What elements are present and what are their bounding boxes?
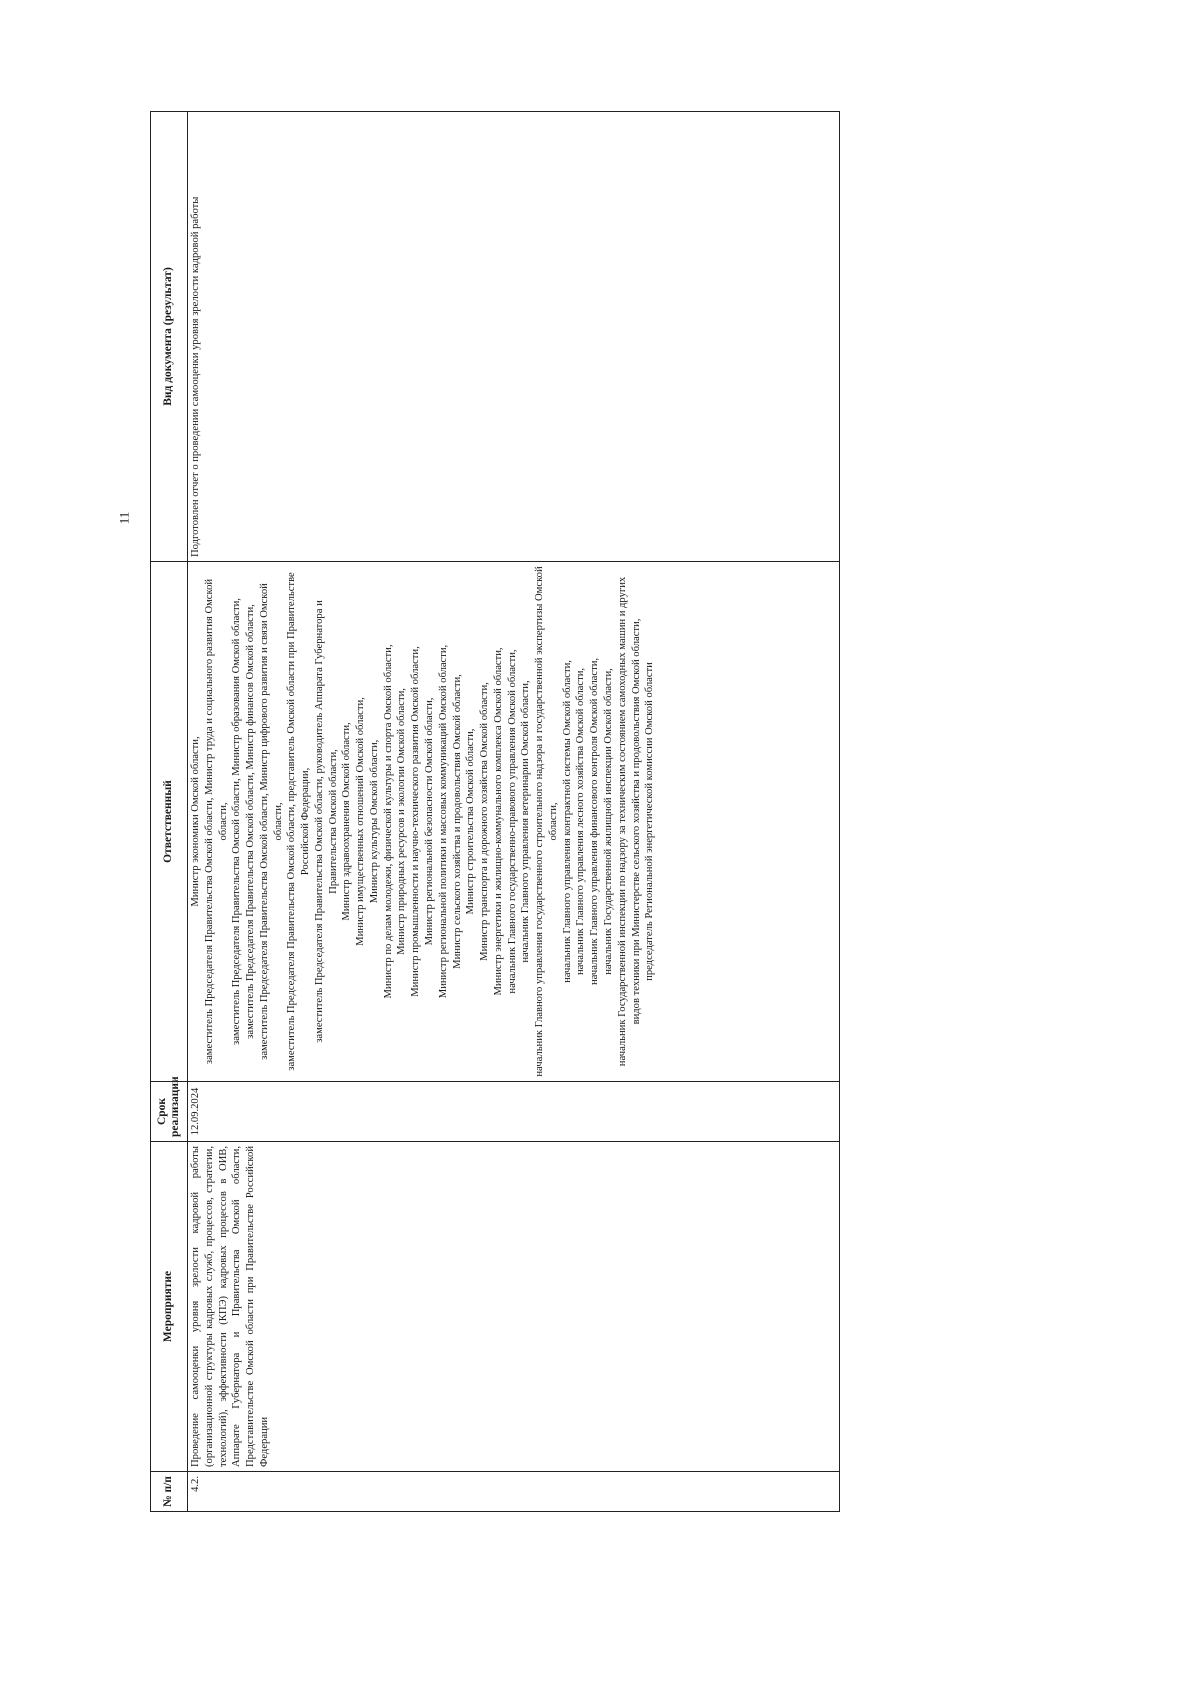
responsible-line: начальник Главного управления лесного хозяйства Омской области, (575, 667, 587, 976)
row-term: 12.09.2024 (188, 1082, 840, 1142)
row-document: Подготовлен отчет о проведении самооценки уровня зрелости кадровой работы (188, 112, 840, 562)
header-responsible: Ответственный (151, 562, 188, 1082)
responsible-line: Министр энергетики и жилищно-коммунального комплекса Омской области, (492, 647, 504, 996)
responsible-line: Министр промышленности и научно-технического развития Омской области, (410, 646, 422, 997)
responsible-line: начальник Главного государственно-правового управления Омской области, (506, 649, 518, 994)
responsible-line: заместитель Председателя Правительства Омской области, Министр труда и социального развития Омской области, (203, 578, 229, 1065)
row-event: Проведение самооценки уровня зрелости кадровой работы (организационной структуры кадровых служб, процессов, стратегии, технологий), эффективности (КПЭ) кадровых процессов в ОИВ, Аппарате Губернатора и Правительства Омской области, Представительстве Омской области при Правительстве Российской Федерации (188, 1142, 840, 1472)
header-row (151, 112, 188, 1512)
responsible-line: заместитель Председателя Правительства Омской области, руководитель Аппарата Губернатора и Правительства Омской области, (313, 600, 339, 1043)
responsible-line: Министр природных ресурсов и экологии Омской области, (396, 688, 408, 955)
row-responsible (188, 562, 840, 1082)
responsible-line: начальник Главного управления государственного строительного надзора и государственной экспертизы Омской области, (534, 566, 559, 1077)
plan-table (150, 111, 840, 1512)
responsible-line: начальник Государственной инспекции по надзору за техническим состоянием самоходных машин и других видов техники при Министерстве сельского хозяйства и продовольствия Омской области, (616, 576, 642, 1067)
responsible-line: Министр сельского хозяйства и продовольствия Омской области, (451, 674, 463, 969)
header-term (151, 1076, 188, 1142)
responsible-line: начальник Главного управления ветеринарии Омской области, (520, 680, 532, 963)
responsible-line: Министр здравоохранения Омской области, (341, 722, 353, 921)
responsible-line: Министр имущественных отношений Омской области, (355, 697, 367, 946)
page-number: 11 (116, 511, 132, 525)
table-header (151, 112, 188, 1512)
responsible-line: заместитель Председателя Правительства Омской области, Министр цифрового развития и связи Омской области, (258, 583, 284, 1060)
responsible-line: Министр по делам молодежи, физической культуры и спорта Омской области, (382, 644, 394, 999)
responsible-line: Министр экономики Омской области, (190, 736, 201, 907)
responsible-line: заместитель Председателя Правительства Омской области, Министр образования Омской области, (231, 598, 243, 1045)
responsible-line: Министр строительства Омской области, (465, 728, 477, 915)
header-number: № п/п (151, 1472, 188, 1512)
table-container (150, 112, 840, 1512)
header-term-line2: реализации (169, 1076, 181, 1137)
header-event: Мероприятие (151, 1142, 188, 1472)
responsible-line: Министр региональной политики и массовых коммуникаций Омской области, (437, 644, 449, 999)
responsible-line: заместитель Председателя Правительства Омской области, представитель Омской области при Правительстве Российской Федерации, (286, 572, 312, 1071)
header-term-line1: Срок (155, 1097, 168, 1126)
header-document: Вид документа (результат) (151, 112, 188, 562)
responsible-line: Министр культуры Омской области, (368, 739, 380, 904)
responsible-line: Министр транспорта и дорожного хозяйства Омской области, (479, 682, 491, 961)
responsible-line: начальник Главного управления контрактной системы Омской области, (561, 660, 573, 983)
rotated-table-frame (150, 112, 840, 1512)
responsible-line: Министр региональной безопасности Омской области, (424, 697, 436, 946)
table-body (188, 112, 840, 1512)
responsible-line: начальник Государственной жилищной инспекции Омской области, (602, 668, 614, 975)
row-number: 4.2. (188, 1472, 840, 1512)
table-row (188, 112, 840, 1512)
responsible-line: начальник Главного управления финансового контроля Омской области, (589, 657, 601, 986)
responsible-line: заместитель Председателя Правительства Омской области, Министр финансов Омской области, (245, 604, 257, 1039)
responsible-line: председатель Региональной энергетической комиссии Омской области (644, 662, 656, 981)
